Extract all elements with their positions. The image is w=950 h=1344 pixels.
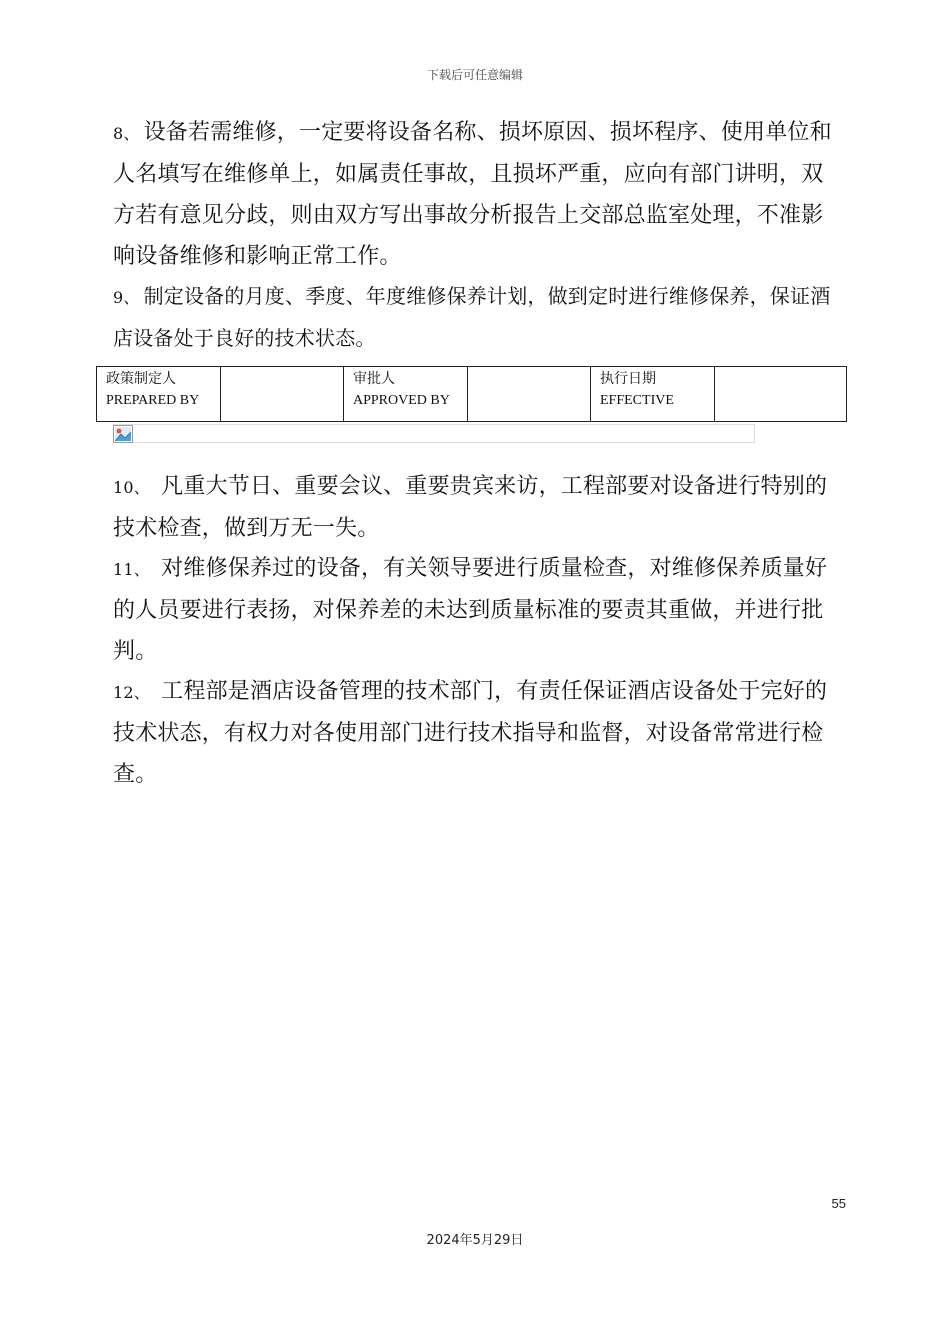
effective-date-label-cn: 执行日期 — [600, 371, 656, 387]
paragraph-text: 对维修保养过的设备，有关领导要进行质量检查，对维修保养质量好的人员要进行表扬，对保养差的未达到质量标准的要责其重做，并进行批判。 — [113, 556, 828, 664]
approved-by-label-en: APPROVED BY — [353, 393, 450, 408]
embedded-image-placeholder — [113, 424, 755, 443]
prepared-by-label-cn: 政策制定人 — [106, 371, 176, 387]
policy-signature-table — [96, 366, 847, 422]
footer-date: 2024年5月29日 — [426, 1233, 524, 1248]
paragraph-text: 凡重大节日、重要会议、重要贵宾来访，工程部要对设备进行特别的技术检查，做到万无一失。 — [113, 474, 828, 541]
paragraph-11 — [113, 548, 841, 672]
paragraph-number: 10、 — [113, 478, 150, 497]
paragraph-8 — [113, 112, 841, 277]
paragraph-number: 8、 — [113, 124, 140, 143]
paragraph-text: 工程部是酒店设备管理的技术部门，有责任保证酒店设备处于完好的技术状态，有权力对各使用部门进行技术指导和监督，对设备常常进行检查。 — [113, 679, 828, 787]
paragraph-12 — [113, 671, 841, 795]
paragraph-text: 制定设备的月度、季度、年度维修保养计划，做到定时进行维修保养，保证酒店设备处于良好的技术状态。 — [113, 284, 831, 350]
paragraph-10 — [113, 466, 841, 549]
effective-date-value — [715, 367, 847, 422]
paragraph-number: 9、 — [113, 288, 140, 307]
prepared-by-value — [221, 367, 344, 422]
broken-image-icon — [113, 425, 133, 443]
page-number: 55 — [831, 1196, 846, 1211]
prepared-by-label — [97, 367, 221, 422]
paragraph-number: 11、 — [113, 560, 150, 579]
approved-by-label — [344, 367, 468, 422]
approved-by-label-cn: 审批人 — [353, 371, 395, 387]
table-row — [97, 367, 847, 422]
approved-by-value — [468, 367, 591, 422]
header-note: 下载后可任意编辑 — [426, 68, 523, 82]
effective-date-label — [591, 367, 715, 422]
paragraph-text: 设备若需维修，一定要将设备名称、损坏原因、损坏程序、使用单位和人名填写在维修单上，如属责任事故，且损坏严重，应向有部门讲明，双方若有意见分歧，则由双方写出事故分析报告上交部总监室处理，不准影响设备维修和影响正常工作。 — [113, 120, 832, 269]
prepared-by-label-en: PREPARED BY — [106, 393, 200, 408]
effective-date-label-en: EFFECTIVE — [600, 393, 674, 408]
paragraph-number: 12、 — [113, 683, 150, 702]
paragraph-9 — [113, 276, 841, 359]
